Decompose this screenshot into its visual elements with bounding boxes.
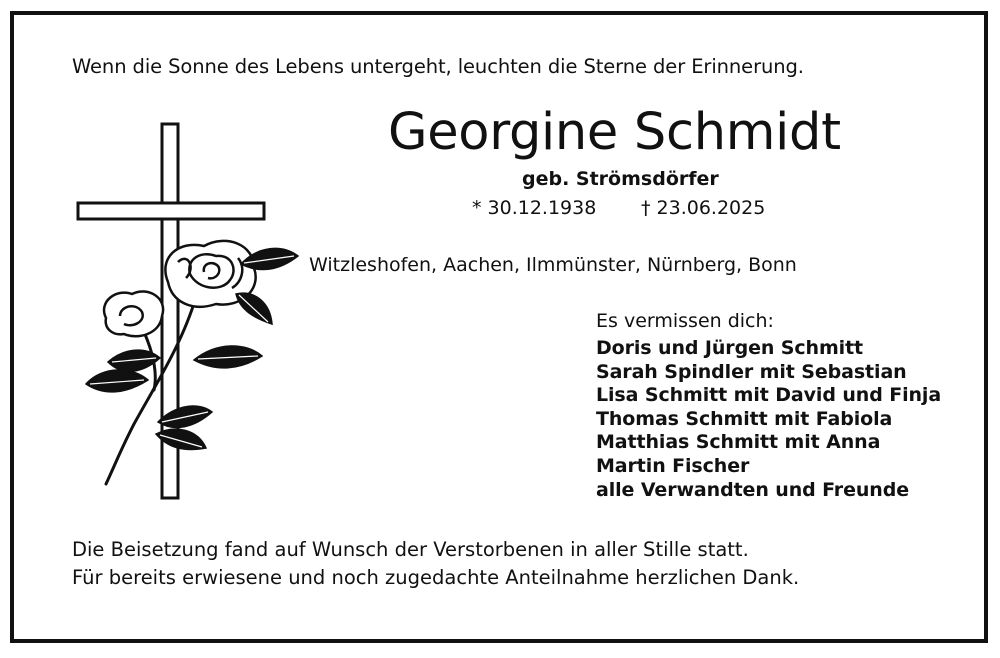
burial-note: Die Beisetzung fand auf Wunsch der Verstorbenen in aller Stille statt. — [72, 538, 749, 561]
thanks-note: Für bereits erwiesene und noch zugedachte Anteilnahme herzlichen Dank. — [72, 565, 800, 589]
mourner-entry: Martin Fischer — [596, 454, 750, 477]
places-list: Witzleshofen, Aachen, Ilmmünster, Nürnberg, Bonn — [309, 254, 797, 276]
mourner-entry: alle Verwandten und Freunde — [596, 478, 910, 501]
birth-date: * 30.12.1938 — [472, 197, 597, 219]
deceased-name: Georgine Schmidt — [388, 103, 841, 162]
mourner-entry: Lisa Schmitt mit David und Finja — [596, 384, 942, 407]
cross-with-roses-icon — [76, 122, 306, 504]
mourners-list — [596, 337, 941, 502]
maiden-name: geb. Strömsdörfer — [522, 168, 719, 190]
mourner-entry: Doris und Jürgen Schmitt — [596, 337, 864, 359]
memorial-quote: Wenn die Sonne des Lebens untergeht, leuchten die Sterne der Erinnerung. — [72, 55, 804, 78]
death-date: † 23.06.2025 — [641, 197, 766, 219]
mourner-entry: Sarah Spindler mit Sebastian — [596, 360, 907, 383]
mourners-intro: Es vermissen dich: — [596, 310, 774, 332]
footer-text — [72, 536, 799, 591]
mourner-entry: Matthias Schmitt mit Anna — [596, 431, 881, 454]
mourner-entry: Thomas Schmitt mit Fabiola — [596, 407, 893, 430]
